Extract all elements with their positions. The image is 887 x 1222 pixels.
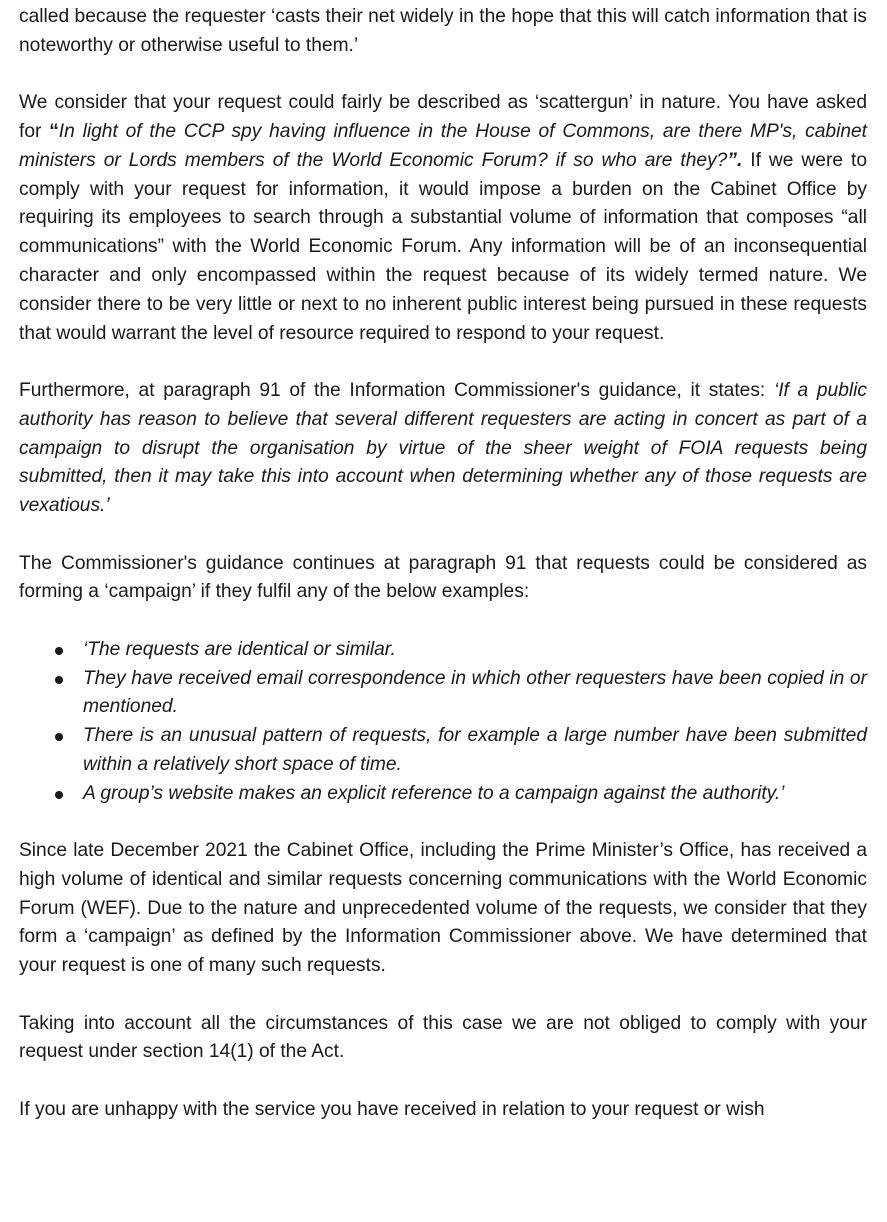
list-item-text: ‘The requests are identical or similar. bbox=[83, 638, 396, 660]
paragraph-text: Furthermore, at paragraph 91 of the Information Commissioner's guidance, it states: bbox=[19, 379, 774, 401]
bullet-icon bbox=[55, 791, 63, 799]
paragraph-campaign-criteria: The Commissioner's guidance continues at paragraph 91 that requests could be considered as forming a ‘campaign’ if they fulfil any of the below examples: bbox=[19, 552, 867, 603]
list-item-text: A group’s website makes an explicit reference to a campaign against the authority.’ bbox=[83, 782, 785, 804]
paragraph-section-14: Taking into account all the circumstances of this case we are not obliged to comply with your request under section 14(1) of the Act. bbox=[19, 1012, 867, 1063]
paragraph-text: We consider that your request could fairly be described as ‘scattergun’ in nature. You have asked for bbox=[19, 92, 867, 142]
guidance-quote: ‘If a public authority has reason to believe that several different requesters are acting in concert as part of a campaign to disrupt the organisation by virtue of the sheer weight of FOIA requests being submitted, then it may take this into account when determining whether any of those requests are vexatious.’ bbox=[19, 379, 868, 517]
paragraph-commissioner-guidance bbox=[19, 377, 867, 521]
bullet-icon bbox=[55, 647, 63, 655]
list-item bbox=[19, 722, 867, 780]
document-page bbox=[19, 3, 867, 1153]
quote-open-mark: “ bbox=[49, 120, 59, 142]
request-quote: In light of the CCP spy having influence in the House of Commons, are there MP's, cabinet ministers or Lords members of the World Economic Forum? if so who are they? bbox=[19, 120, 867, 171]
list-item bbox=[19, 780, 867, 809]
list-item bbox=[19, 665, 867, 723]
list-item-text: There is an unusual pattern of requests, for example a large number have been submitted within a relatively short space of time. bbox=[83, 725, 867, 775]
paragraph-scattergun-request bbox=[19, 89, 867, 348]
paragraph-text: If we were to comply with your request for information, it would impose a burden on the Cabinet Office by requiring its employees to search through a substantial volume of information that composes “all communications” with the World Economic Forum. Any information will be of an inconsequential character and only encompassed within the request because of its widely termed nature. We consider there to be very little or next to no inherent public interest being pursued in these requests that would warrant the level of resource required to respond to your request. bbox=[19, 149, 867, 344]
list-item-text: They have received email correspondence in which other requesters have been copied in or mentioned. bbox=[83, 667, 867, 718]
quote-close-mark: ”. bbox=[727, 149, 743, 171]
list-item bbox=[19, 636, 867, 665]
bullet-icon bbox=[55, 676, 63, 684]
campaign-examples-list bbox=[19, 636, 867, 809]
bullet-icon bbox=[55, 733, 63, 741]
paragraph-complaint: If you are unhappy with the service you have received in relation to your request or wish bbox=[19, 1098, 765, 1120]
paragraph-scattergun-definition: called because the requester ‘casts their net widely in the hope that this will catch information that is noteworthy or otherwise useful to them.’ bbox=[19, 6, 867, 56]
paragraph-wef-campaign: Since late December 2021 the Cabinet Office, including the Prime Minister’s Office, has received a high volume of identical and similar requests concerning communications with the World Economic Forum (WEF). Due to the nature and unprecedented volume of the requests, we consider that they form a ‘campaign’ as defined by the Information Commissioner above. We have determined that your request is one of many such requests. bbox=[19, 840, 867, 977]
